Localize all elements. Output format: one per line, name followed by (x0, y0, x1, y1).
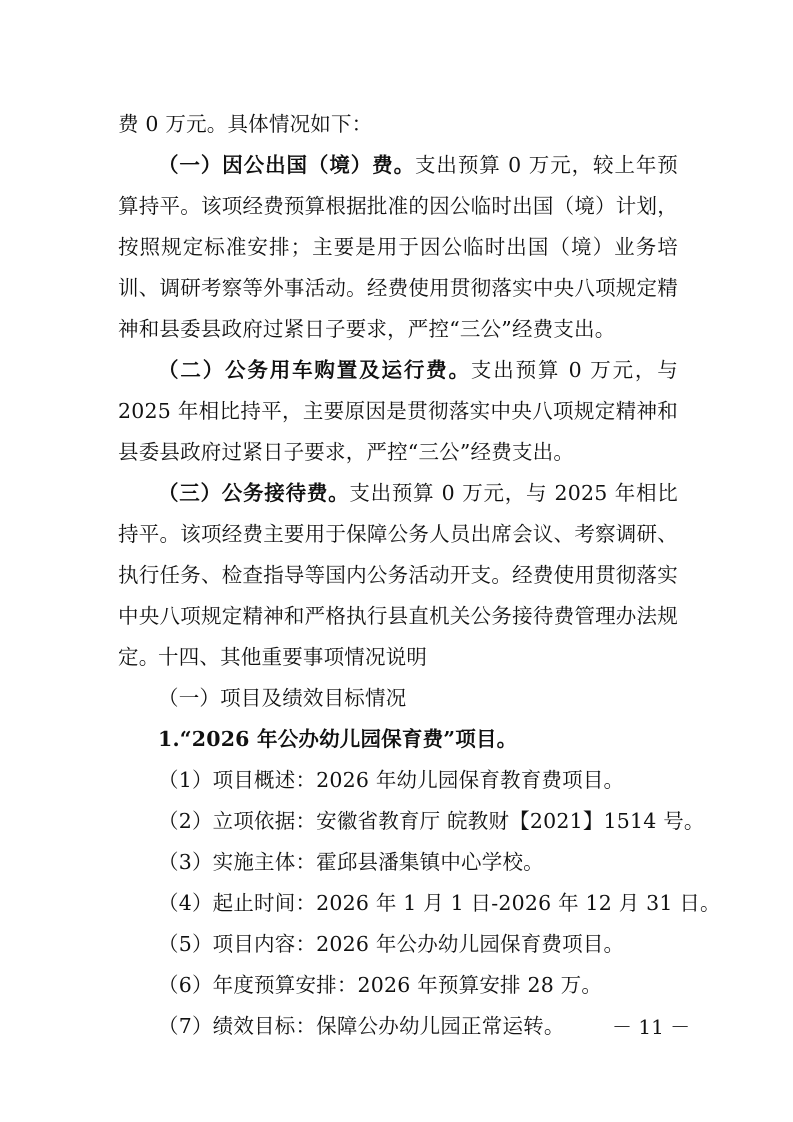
section-2-paragraph (118, 350, 678, 473)
project-item: （1）项目概述：2026 年幼儿园保育教育费项目。 (158, 768, 625, 792)
section-1-body: 支出预算 0 万元，较上年预算持平。该项经费预算根据批准的因公临时出国（境）计划，按照规定标准安排；主要是用于因公临时出国（境）业务培训、调研考察等外事活动。经费使用贯彻落实中央八项规定精神和县委县政府过紧日子要求，严控“三公”经费支出。 (118, 153, 678, 341)
project-item: （7）绩效目标：保障公办幼儿园正常运转。 (158, 1014, 565, 1038)
project-item: （5）项目内容：2026 年公办幼儿园保育费项目。 (158, 932, 625, 956)
heading-14: 十四、其他重要事项情况说明 (158, 645, 428, 669)
lead-line: 费 0 万元。具体情况如下： (118, 112, 373, 136)
subheading-project-performance: （一）项目及绩效目标情况 (158, 686, 407, 710)
section-3-body: 支出预算 0 万元，与 2025 年相比持平。该项经费主要用于保障公务人员出席会议、考察调研、执行任务、检查指导等国内公务活动开支。经费使用贯彻落实中央八项规定精神和严格执行县直机关公务接待费管理办法规定。 (118, 481, 678, 669)
page-number: － 11 － (612, 1015, 691, 1039)
section-1-paragraph (118, 145, 678, 350)
project-item: （6）年度预算安排：2026 年预算安排 28 万。 (158, 973, 603, 997)
section-2-title: （二）公务用车购置及运行费。 (158, 358, 471, 382)
project-item: （3）实施主体：霍邱县潘集镇中心学校。 (158, 850, 544, 874)
section-1-title: （一）因公出国（境）费。 (158, 153, 416, 177)
project-item: （2）立项依据：安徽省教育厅 皖教财【2021】1514 号。 (158, 809, 705, 833)
section-3-title: （三）公务接待费。 (158, 481, 350, 505)
project-title: 1.“2026 年公办幼儿园保育费”项目。 (158, 727, 518, 751)
section-2-body: 支出预算 0 万元，与 2025 年相比持平，主要原因是贯彻落实中央八项规定精神和县委县政府过紧日子要求，严控“三公”经费支出。 (118, 358, 678, 464)
project-item: （4）起止时间：2026 年 1 月 1 日-2026 年 12 月 31 日。 (158, 891, 721, 915)
